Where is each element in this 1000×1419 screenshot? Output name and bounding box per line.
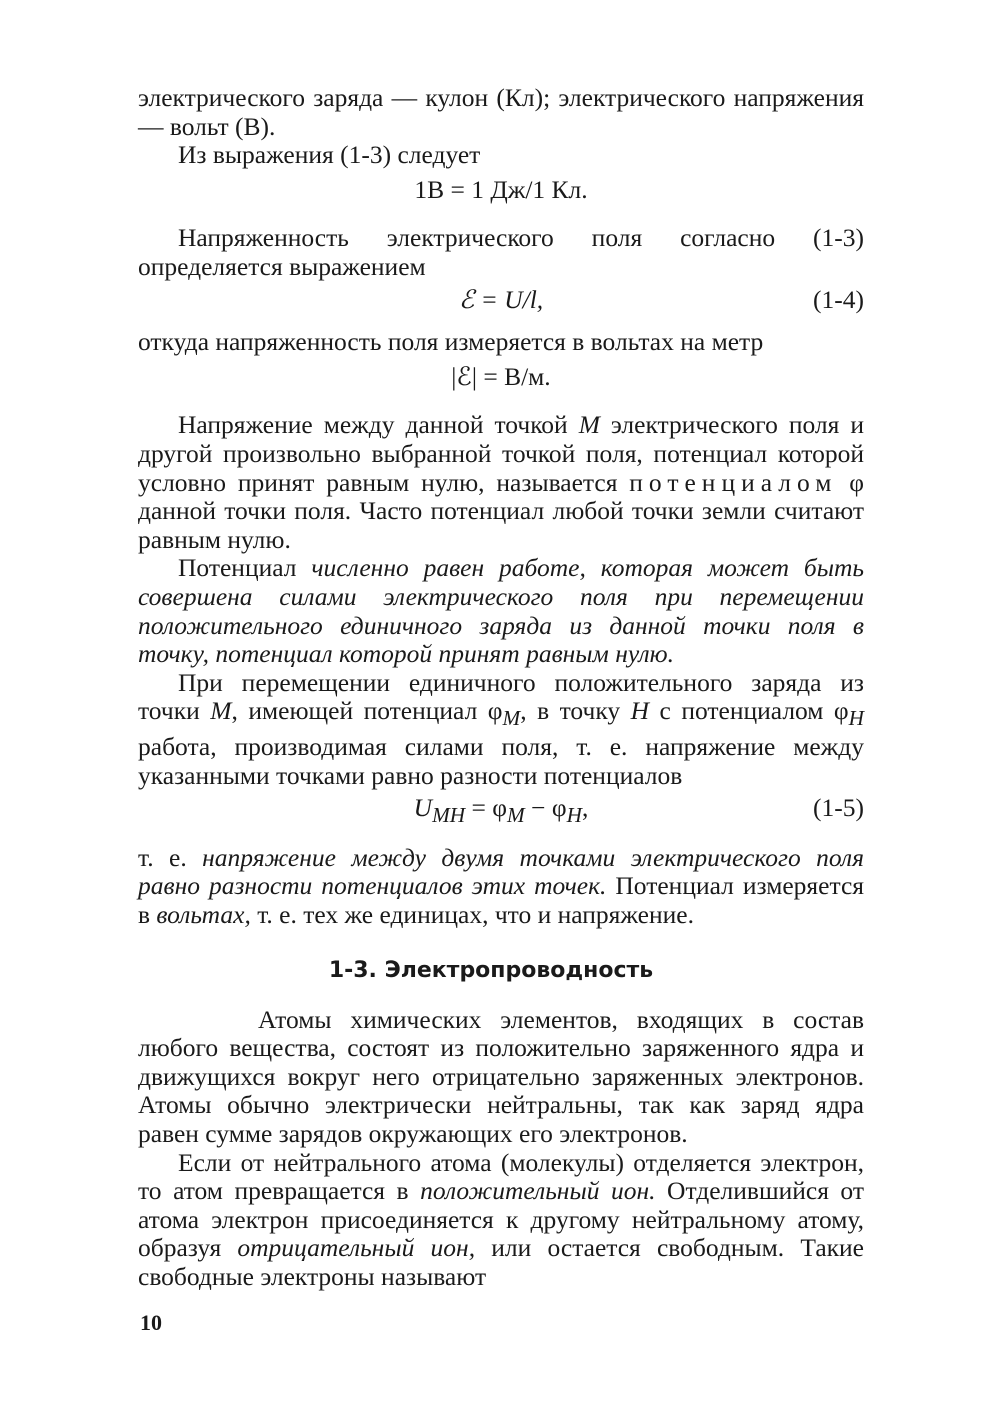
paragraph-moving-charge: При перемещении единичного положительного заряда из точки М, имеющей потенциал $\varphi_М$, в точку Н с потенциалом $\varphi_Н$ работа, производимая силами поля, т. е. напряжение между указанными точками равно разности потенциалов [138, 667, 865, 790]
section-heading: 1-3. Электропроводность [328, 957, 654, 983]
paragraph-voltage-difference: т. е. напряжение между двумя точками электрического поля равно разности потенциалов этих точек. Потенциал измеряется в вольтах, т. е. тех же единицах, что и напряжение. [138, 842, 864, 930]
text-column [138, 84, 864, 1292]
paragraph-potential-work: Потенциал численно равен работе, которая может быть совершена силами электрического поля при перемещении положительного единичного заряда из данной точки поля в точку, потенциал которой принят равным нулю. [138, 553, 864, 669]
paragraph-units: электрического заряда — кулон (Кл); электрического напряжения — вольт (В). [138, 83, 864, 141]
formula-1-4-expression: ℰ = U/l, [458, 284, 544, 314]
paragraph-from-expression: Из выражения (1-3) следует [178, 140, 481, 170]
term-potential: потенциалом [629, 467, 838, 497]
paragraph-potential-definition: Напряжение между данной точкой М электрического поля и другой произвольно выбранной точкой поля, потенциал которой условно принят равным нулю, называется потенциалом φ данной точки поля. Часто потенциал любой точки земли считают равным нулю. [138, 410, 865, 554]
paragraph-field-strength: Напряженность электрического поля согласно (1-3) определяется выражением [138, 223, 864, 281]
formula-units-field: |ℰ| = В/м. [451, 361, 551, 391]
paragraph-measured-in: откуда напряженность поля измеряется в вольтах на метр [138, 327, 764, 357]
formula-1-5-number: (1-5) [813, 793, 864, 823]
formula-1-5-expression: $U_{МН} = \varphi_М - \varphi_Н$, [413, 793, 589, 828]
page-number: 10 [140, 1310, 162, 1335]
paragraph-ions: Если от нейтрального атома (молекулы) отделяется электрон, то атом превращается в положительный ион. Отделившийся от атома электрон присоединяется к другому нейтральному атому, образуя отрицательный ион, или остается свободным. Такие свободные электроны называют [138, 1147, 864, 1291]
formula-1-4 [138, 286, 864, 315]
formula-1-5 [138, 794, 864, 830]
formula-volt: 1В = 1 Дж/1 Кл. [414, 174, 588, 204]
paragraph-atoms: Атомы химических элементов, входящих в состав любого вещества, состоят из положительно заряженного ядра и движущихся вокруг него отрицательно заряженных электронов. Атомы обычно электрически нейтральны, так как заряд ядра равен сумме зарядов окружающих его электронов. [138, 1004, 864, 1148]
formula-1-4-number: (1-4) [813, 284, 864, 314]
